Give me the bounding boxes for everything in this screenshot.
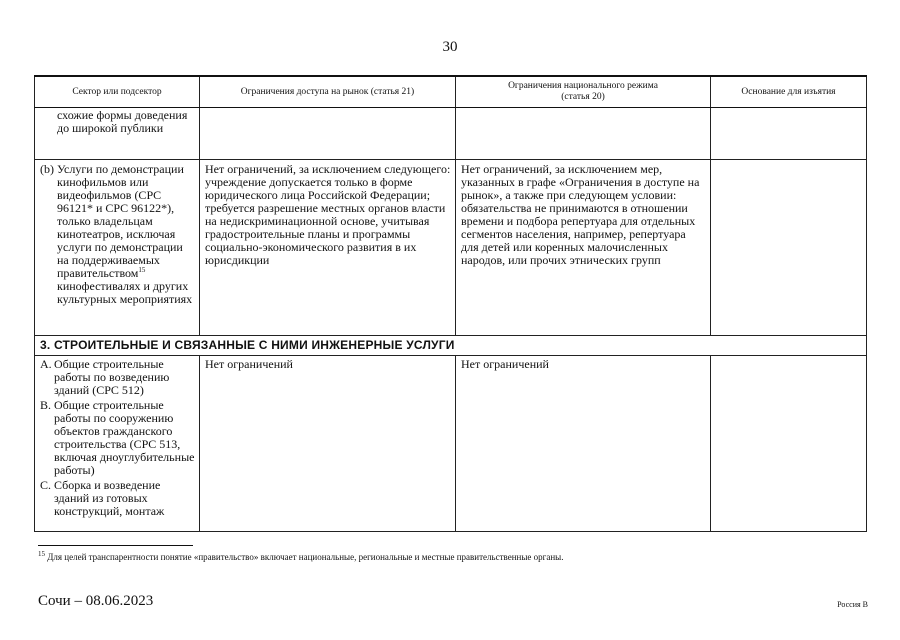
market-access-intro: Нет ограничений, за исключением следующего:	[205, 162, 451, 176]
footer-party: Россия В	[837, 600, 868, 609]
header-market-access: Ограничения доступа на рынок (статья 21)	[200, 76, 456, 108]
footnote-number: 15	[38, 550, 45, 558]
item-marker: A.	[40, 357, 52, 371]
sector-text: Услуги по демонстрации кинофильмов или видеофильмов (CPC 96121* и CPC 96122*), только владельцам кинотеатров, исключая услуги по демонстрации на поддерживаемых правительством$^{15}$ кинофестивалях и других культурных мероприятиях	[57, 162, 193, 306]
list-item	[40, 399, 195, 477]
national-regime-text: Нет ограничений	[461, 357, 549, 371]
market-access-text: Нет ограничений	[205, 357, 293, 371]
page-number: 30	[442, 39, 458, 55]
sector-cell	[35, 108, 200, 160]
national-regime-paragraph: обязательства не принимаются в отношении времени и подбора репертуара для отдельных сегментов населения, например, репертуара для детей или коренных малочисленных народов, или прочих этнических групп	[461, 201, 696, 267]
footnote-reference: 15	[138, 266, 146, 274]
footnote-text: Для целей транспарентности понятие «правительство» включает национальные, региональные и местные правительственные органы.	[47, 552, 564, 562]
market-access-cell	[200, 356, 456, 532]
sector-cell	[35, 160, 200, 336]
item-marker: (b)	[40, 162, 54, 176]
exemption-basis-cell	[711, 356, 867, 532]
table-row	[35, 160, 867, 336]
item-text: Сборка и возведение зданий из готовых конструкций, монтаж	[54, 478, 165, 518]
item-marker: C.	[40, 478, 52, 492]
table-row	[35, 108, 867, 160]
item-text: Общие строительные работы по сооружению объектов гражданского строительства (CPC 513, включая дноуглубительные работы)	[54, 398, 195, 477]
market-access-paragraph: требуется разрешение местных органов власти на недискриминационной основе, учитывая градостроительные планы и программы социально-экономического развития в их юрисдикции	[205, 201, 446, 267]
header-exemption-basis: Основание для изъятия	[711, 76, 867, 108]
section-title: 3. СТРОИТЕЛЬНЫЕ И СВЯЗАННЫЕ С НИМИ ИНЖЕНЕРНЫЕ УСЛУГИ	[35, 336, 867, 356]
sector-continuation-text: схожие формы доведения до широкой публики	[57, 108, 188, 135]
list-item	[40, 479, 195, 518]
sector-cell	[35, 356, 200, 532]
market-access-paragraph: учреждение допускается только в форме юридического лица Российской Федерации;	[205, 175, 431, 202]
footer-date: Сочи – 08.06.2023	[38, 593, 154, 609]
section-heading-row	[35, 336, 867, 356]
item-marker: B.	[40, 398, 52, 412]
footnote	[38, 552, 563, 563]
national-regime-intro: Нет ограничений, за исключением мер, указанных в графе «Ограничения в доступе на рынок», а также при следующем условии:	[461, 162, 700, 202]
item-text: Общие строительные работы по возведению зданий (CPC 512)	[54, 357, 170, 397]
header-sector: Сектор или подсектор	[35, 76, 200, 108]
national-regime-cell	[456, 160, 711, 336]
commitments-table	[34, 75, 867, 532]
list-item	[40, 358, 195, 397]
market-access-cell	[200, 160, 456, 336]
market-access-cell	[200, 108, 456, 160]
footnote-divider	[38, 545, 193, 546]
table-row	[35, 356, 867, 532]
national-regime-cell	[456, 356, 711, 532]
exemption-basis-cell	[711, 108, 867, 160]
national-regime-cell	[456, 108, 711, 160]
table-header-row	[35, 76, 867, 108]
header-national-regime: Ограничения национального режима (статья 20)	[456, 76, 711, 108]
exemption-basis-cell	[711, 160, 867, 336]
